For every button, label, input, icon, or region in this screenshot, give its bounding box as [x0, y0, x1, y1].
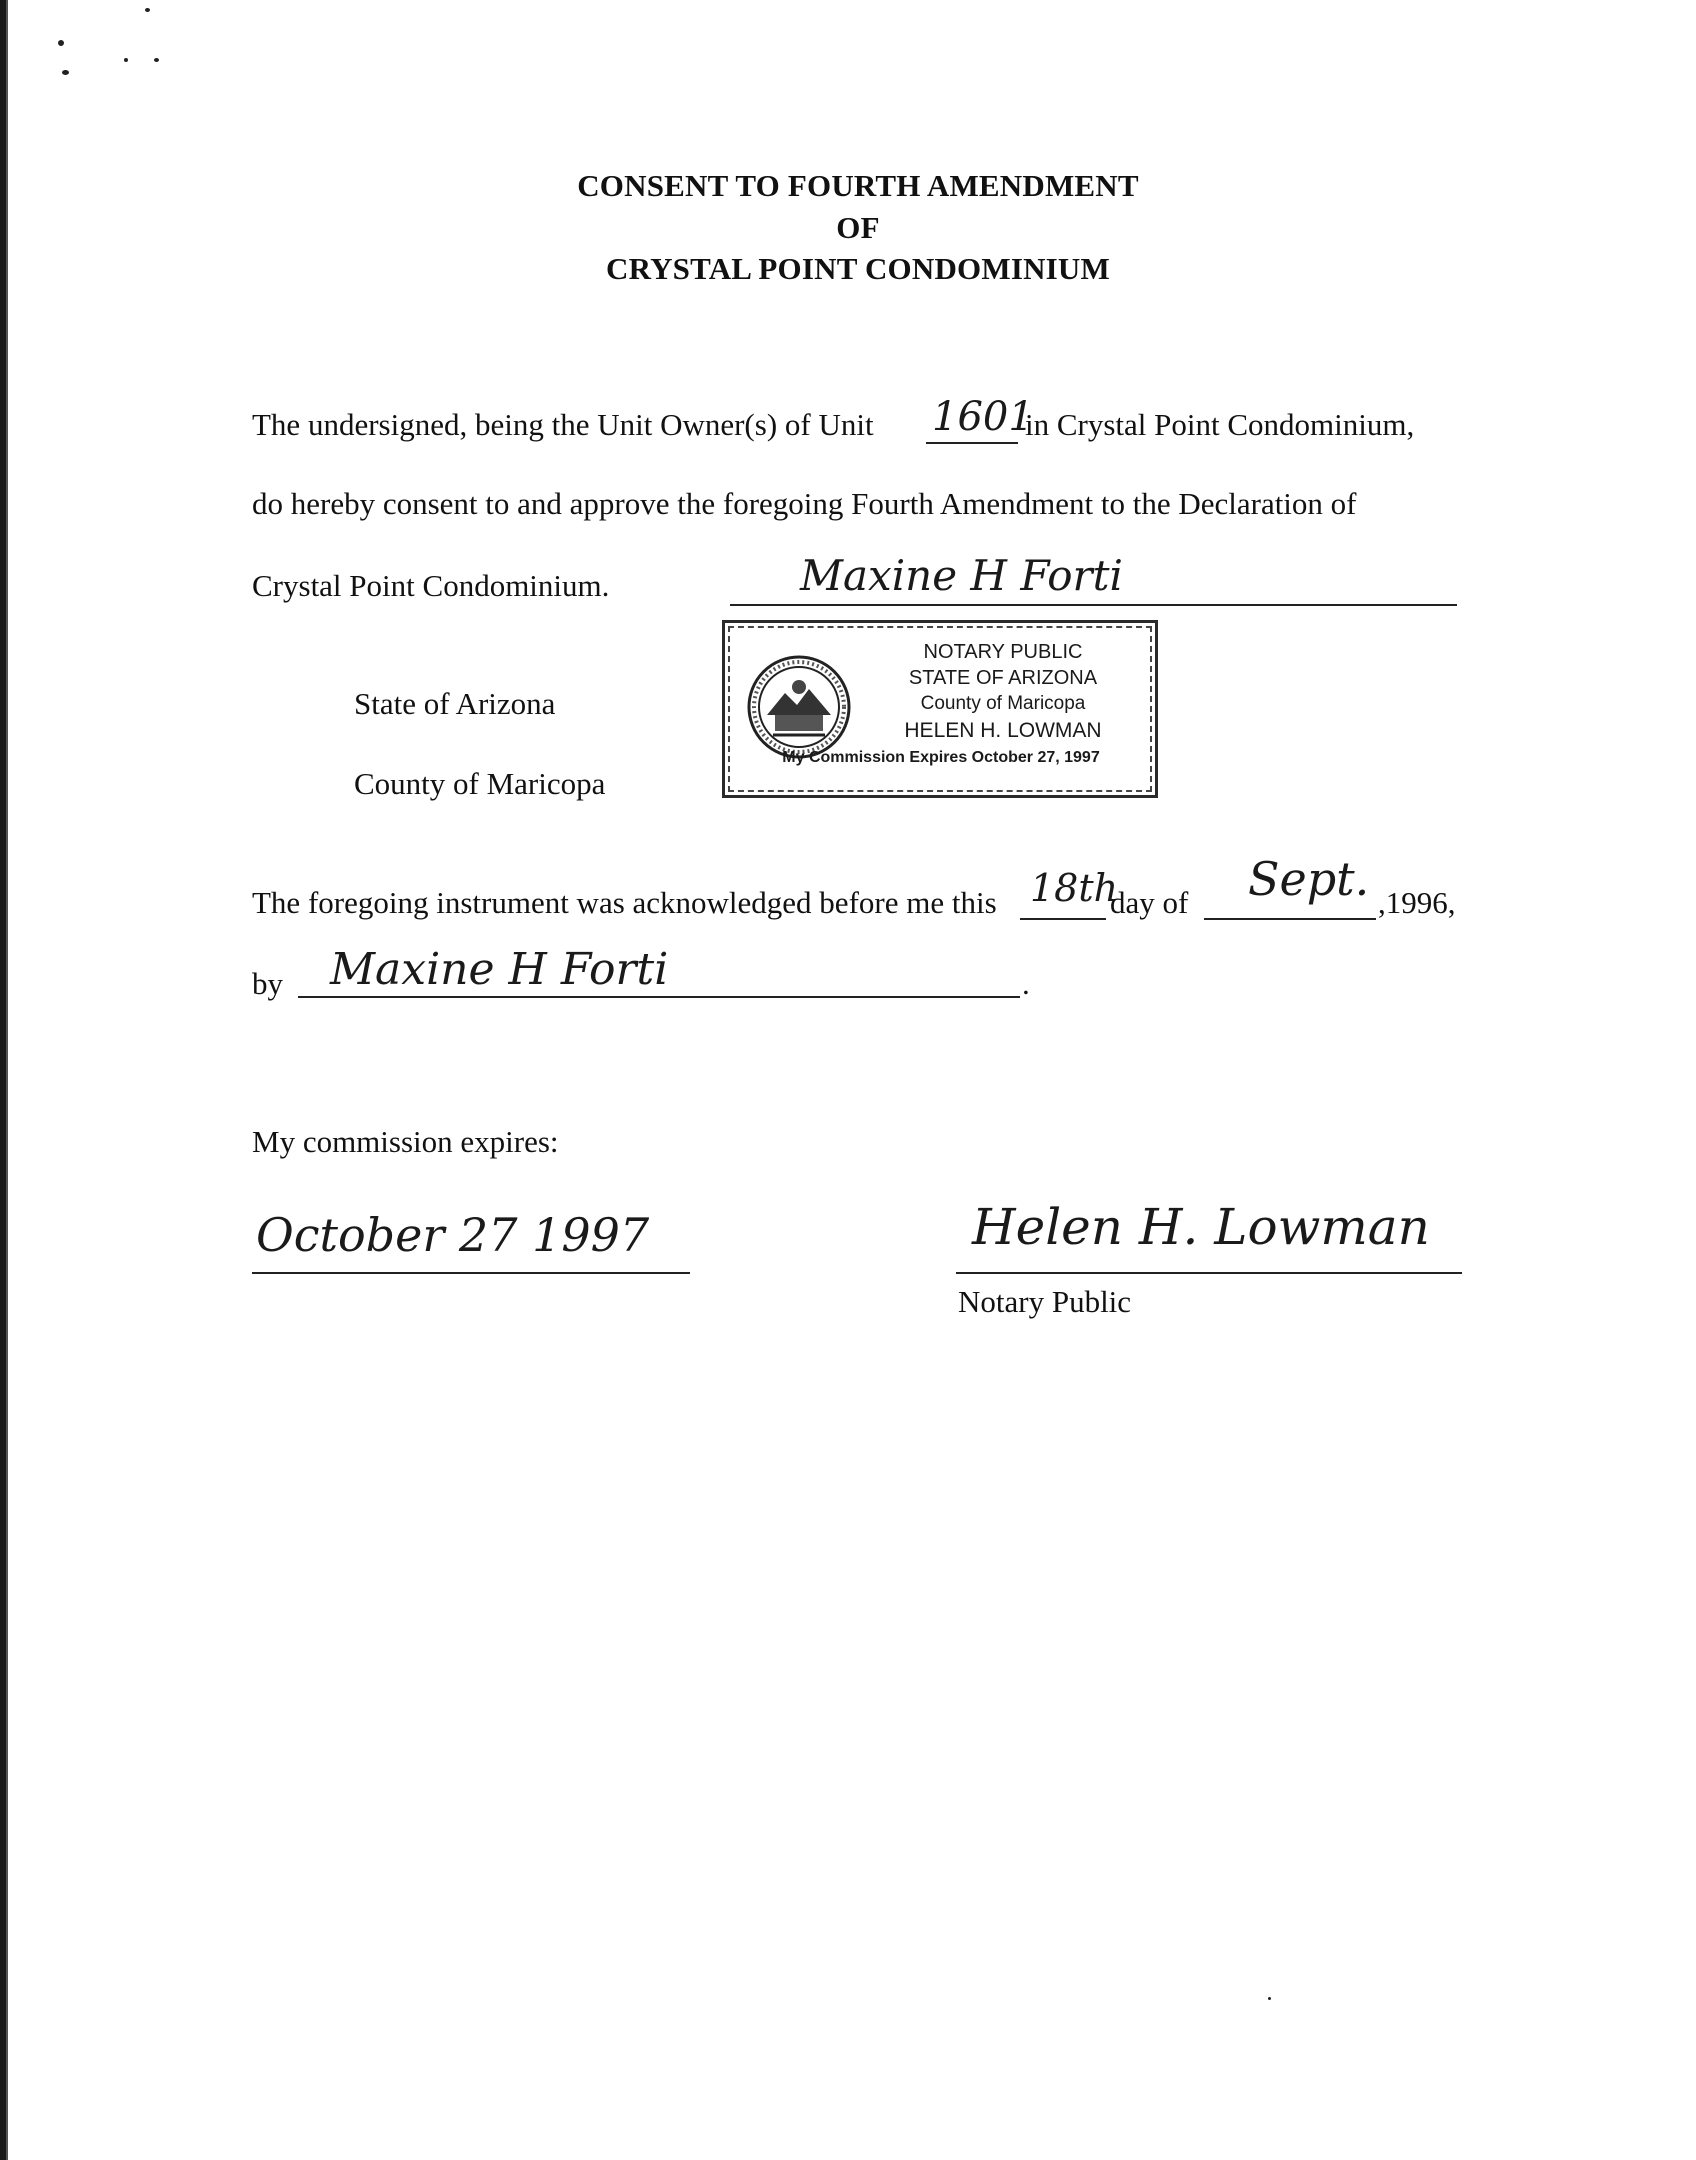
- commission-expiry-handwritten: October 27 1997: [256, 1208, 650, 1262]
- scan-left-edge: [0, 0, 14, 2160]
- consent-line1-after: in Crystal Point Condominium,: [1025, 407, 1415, 442]
- stamp-line-notary-name: HELEN H. LOWMAN: [904, 719, 1102, 742]
- consent-line1-before: The undersigned, being the Unit Owner(s) of Unit: [252, 407, 874, 442]
- commission-label: My commission expires:: [252, 1124, 559, 1159]
- signer-line: [298, 996, 1020, 998]
- scan-speck: [145, 8, 150, 12]
- consent-line3: Crystal Point Condominium.: [252, 568, 610, 603]
- acknowledgment-end-period: .: [1022, 966, 1030, 1001]
- stamp-line-county: County of Maricopa: [920, 693, 1086, 714]
- notary-signature: Helen H. Lowman: [972, 1198, 1430, 1256]
- stamp-line-state: STATE OF ARIZONA: [908, 667, 1098, 689]
- venue-county: County of Maricopa: [354, 766, 606, 801]
- unit-number-line: [926, 442, 1018, 444]
- scan-speck: [124, 58, 128, 62]
- consent-line2: do hereby consent to and approve the foregoing Fourth Amendment to the Declaration of: [252, 486, 1357, 521]
- scan-speck: [154, 58, 159, 62]
- venue-state: State of Arizona: [354, 686, 556, 721]
- document-title-line2: OF: [836, 210, 880, 245]
- notary-caption: Notary Public: [958, 1284, 1132, 1319]
- acknowledgment-year: ,1996,: [1378, 885, 1456, 920]
- acknowledgment-signer: Maxine H Forti: [330, 944, 669, 995]
- month-line: [1204, 918, 1376, 920]
- acknowledgment-day: 18th: [1030, 866, 1119, 910]
- scan-speck: [58, 40, 64, 46]
- scan-speck: [62, 70, 69, 75]
- acknowledgment-month: Sept.: [1248, 852, 1370, 906]
- owner-signature-line: [730, 604, 1457, 606]
- day-line: [1020, 918, 1106, 920]
- document-title-line3: CRYSTAL POINT CONDOMINIUM: [606, 251, 1110, 286]
- acknowledgment-by-label: by: [252, 966, 283, 1001]
- commission-expiry-line: [252, 1272, 690, 1274]
- unit-number-handwritten: 1601: [932, 394, 1034, 440]
- state-seal-icon: [745, 653, 853, 761]
- notary-stamp: [722, 620, 1158, 798]
- stamp-line-commission: My Commission Expires October 27, 1997: [782, 749, 1100, 766]
- acknowledgment-text: The foregoing instrument was acknowledged before me this: [252, 885, 997, 920]
- acknowledgment-day-of: day of: [1110, 885, 1189, 920]
- document-title-line1: CONSENT TO FOURTH AMENDMENT: [577, 168, 1139, 203]
- stamp-line-notary-public: NOTARY PUBLIC: [923, 641, 1083, 663]
- owner-signature: Maxine H Forti: [800, 551, 1123, 600]
- scan-speck: [1268, 1997, 1271, 2000]
- notary-signature-line: [956, 1272, 1462, 1274]
